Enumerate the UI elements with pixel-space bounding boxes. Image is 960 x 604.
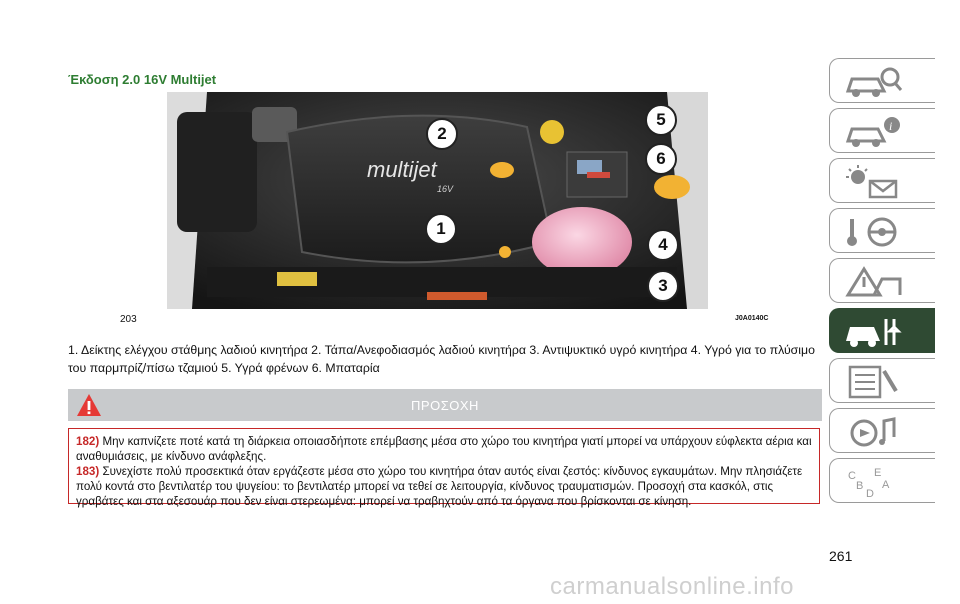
tab-multimedia[interactable]: [829, 408, 935, 453]
tab-car-info[interactable]: [829, 108, 935, 153]
svg-text:E: E: [874, 467, 882, 479]
steering-safety-icon: [844, 215, 904, 249]
tab-index[interactable]: [829, 458, 935, 503]
svg-text:A: A: [882, 479, 890, 491]
engine-badge-text: multijet: [367, 157, 437, 182]
svg-text:C: C: [848, 470, 856, 482]
svg-text:B: B: [856, 480, 864, 492]
callout-1: 1: [425, 213, 457, 245]
callout-3: 3: [647, 270, 679, 302]
watermark: carmanualsonline.info: [550, 573, 794, 600]
warning-header: [68, 389, 822, 421]
multimedia-icon: [844, 415, 904, 449]
callout-2: 2: [426, 118, 458, 150]
engine-badge-sub: 16V: [437, 184, 454, 194]
car-search-icon: [844, 65, 904, 99]
alphabet-index-icon: [844, 465, 904, 499]
tab-lights-messages[interactable]: [829, 158, 935, 203]
light-message-icon: [844, 165, 904, 199]
warning-body: [68, 428, 820, 508]
warning-item-text: Συνεχίστε πολύ προσεκτικά όταν εργάζεστε μέσα στο χώρο του κινητήρα όταν αυτός είναι ζεστός: κίνδυνος εγκαυμάτων. Μην πλησιάζετε πολύ κοντά στο βεντιλατέρ του ψυγείου: το βεντιλατέρ μπορεί να τεθεί σε λειτουργία, κίνδυνος τραυματισμών. Προσοχή στα κασκόλ, στις γραβάτες και στα αξεσουάρ που δεν είναι στερεωμένα: μπορεί να τραβηχτούν από τα όργανα που βρίσκονται σε κίνηση.: [76, 465, 803, 508]
road-warning-icon: [844, 265, 904, 299]
figure-legend: 1. Δείκτης ελέγχου στάθμης λαδιού κινητήρα 2. Τάπα/Ανεφοδιασμός λαδιού κινητήρα 3. Αντιψυκτικό υγρό κινητήρα 4. Υγρό για το πλύσιμο του παρμπρίζ/πίσω τζαμιού 5. Υγρά φρένων 6. Μπαταρία: [68, 343, 815, 375]
callout-5: 5: [645, 104, 677, 136]
engine-bay-photo: [167, 92, 708, 309]
tab-safety[interactable]: [829, 208, 935, 253]
car-info-icon: [844, 115, 904, 149]
tab-car-search[interactable]: [829, 58, 935, 103]
figure-code: J0A0140C: [735, 315, 769, 322]
section-title: Έκδοση 2.0 16V Multijet: [68, 72, 217, 87]
warning-title: ΠΡΟΣΟΧΗ: [411, 398, 479, 413]
warning-item-183: [76, 464, 812, 509]
car-service-icon: [844, 315, 904, 349]
tab-technical-data[interactable]: [829, 358, 935, 403]
warning-item-text: Μην καπνίζετε ποτέ κατά τη διάρκεια οποιασδήποτε επέμβασης μέσα στο χώρο του κινητήρα γιατί μπορεί να υπάρχουν εύφλεκτα αέρια και αναθυμιάσεις, με κίνδυνο ανάφλεξης.: [76, 435, 812, 463]
tab-servicing[interactable]: [829, 308, 935, 353]
callout-6: 6: [645, 143, 677, 175]
tab-emergency[interactable]: [829, 258, 935, 303]
checklist-icon: [844, 365, 904, 399]
page-number: 261: [829, 548, 853, 564]
svg-text:D: D: [866, 488, 874, 499]
svg-text:i: i: [889, 119, 893, 133]
warning-item-number: 182): [76, 435, 100, 448]
warning-item-number: 183): [76, 465, 100, 478]
callout-4: 4: [647, 229, 679, 261]
warning-item-182: [76, 434, 812, 464]
figure-number: 203: [120, 314, 137, 325]
